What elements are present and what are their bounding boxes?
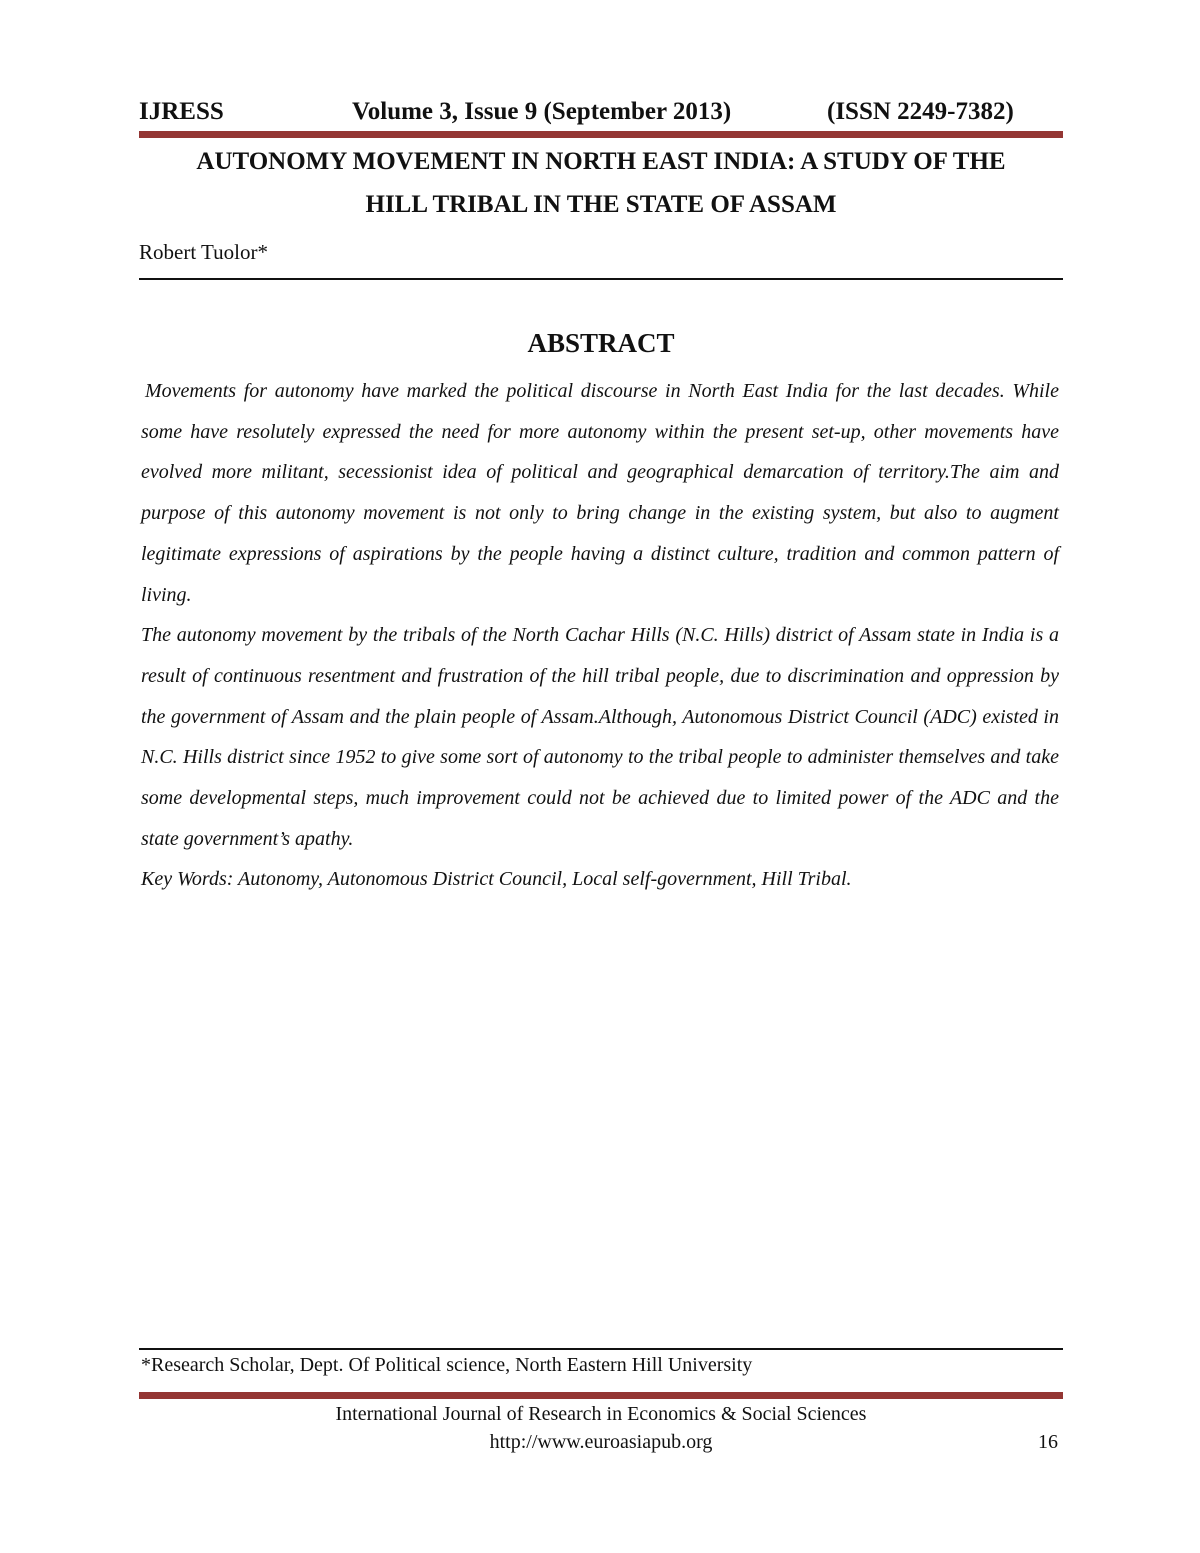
author-rule [139,278,1063,280]
header-rule [139,131,1063,138]
abstract-paragraph-1: Movements for autonomy have marked the political discourse in North East India for the last decades. While some have resolutely expressed the need for more autonomy within the present set-up, other movements have evolved more militant, secessionist idea of political and geographical demarcation of territory.The aim and purpose of this autonomy movement is not only to bring change in the existing system, but also to augment legitimate expressions of aspirations by the people having a distinct culture, tradition and common pattern of living. [141,380,1059,606]
volume-issue: Volume 3, Issue 9 (September 2013) [352,98,732,125]
page-number: 16 [1038,1431,1058,1453]
issn: (ISSN 2249-7382) [827,98,1014,125]
footer-url[interactable]: http://www.euroasiapub.org [489,1431,713,1453]
running-header [139,98,1063,132]
title-line-1: AUTONOMY MOVEMENT IN NORTH EAST INDIA: A STUDY OF THE [196,148,1006,175]
footer-journal-name: International Journal of Research in Economics & Social Sciences [335,1403,867,1425]
journal-abbreviation: IJRESS [139,98,224,125]
abstract-paragraph-2: The autonomy movement by the tribals of the North Cachar Hills (N.C. Hills) district of Assam state in India is a result of continuous resentment and frustration of the hill tribal people, due to discrimination and oppression by the government of Assam and the plain people of Assam.Although, Autonomous District Council (ADC) existed in N.C. Hills district since 1952 to give some sort of autonomy to the tribal people to administer themselves and take some developmental steps, much improvement could not be achieved due to limited power of the ADC and the state government’s apathy. [141,624,1059,850]
footer-rule [139,1392,1063,1399]
abstract-heading: ABSTRACT [527,328,675,358]
title-line-2: HILL TRIBAL IN THE STATE OF ASSAM [365,191,837,218]
author-footnote: *Research Scholar, Dept. Of Political science, North Eastern Hill University [141,1354,753,1376]
author-name: Robert Tuolor* [139,240,268,264]
footnote-rule [139,1348,1063,1350]
abstract-body [141,371,1059,900]
article-title [139,140,1063,226]
keywords: Key Words: Autonomy, Autonomous District Council, Local self-government, Hill Tribal. [141,868,852,891]
